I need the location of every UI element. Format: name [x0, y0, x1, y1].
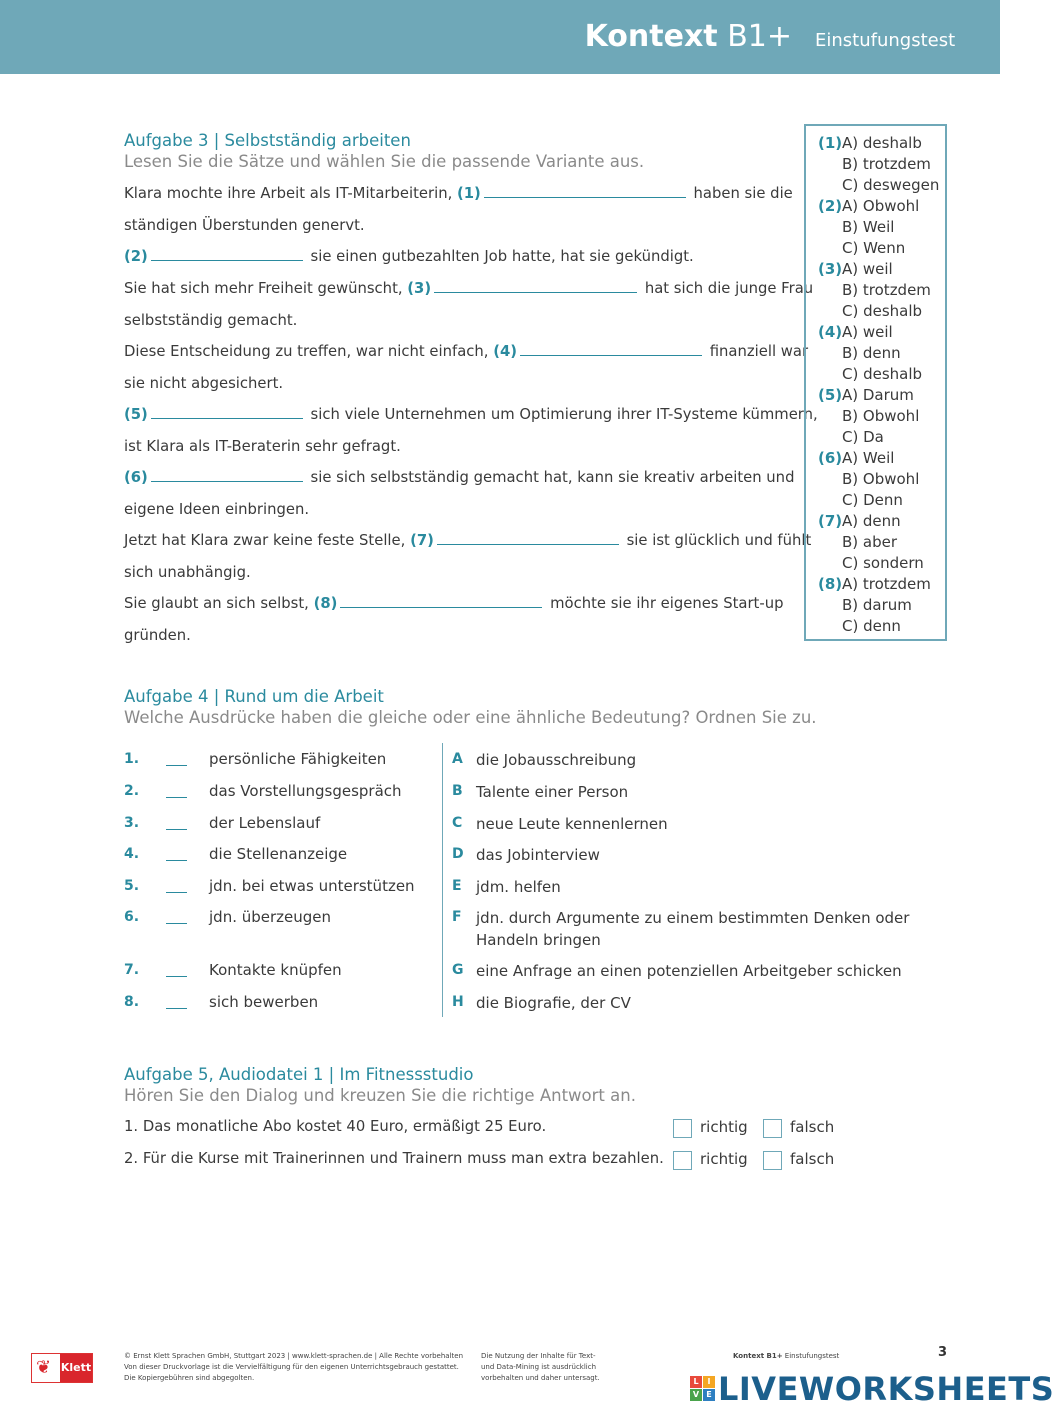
match-number: 2.	[124, 783, 140, 799]
answer-blank[interactable]	[166, 783, 187, 798]
option-label: C) Wenn	[842, 239, 906, 257]
answer-blank[interactable]	[166, 815, 187, 830]
match-divider	[442, 743, 443, 1017]
richtig-checkbox[interactable]	[673, 1151, 692, 1170]
gap-blank[interactable]	[434, 279, 637, 293]
text-segment: finanziell war	[705, 343, 809, 360]
tdm-notice	[481, 1351, 600, 1384]
option-label: C) denn	[842, 617, 901, 635]
richtig-checkbox[interactable]	[673, 1119, 692, 1138]
liveworksheets-grid-icon	[690, 1376, 716, 1402]
gap-number: (8)	[313, 595, 338, 612]
text-line	[124, 626, 191, 646]
match-definition	[476, 960, 902, 982]
klett-logo	[31, 1353, 93, 1383]
option-label: A) weil	[842, 323, 893, 341]
lw-letter: I	[703, 1376, 715, 1388]
header-subtitle: Einstufungstest	[815, 30, 956, 51]
option-label: C) deshalb	[842, 302, 923, 320]
text-line	[124, 184, 793, 204]
match-term: jdn. bei etwas unterstützen	[209, 877, 415, 895]
option-label: B) Obwohl	[842, 407, 920, 425]
falsch-checkbox[interactable]	[763, 1151, 782, 1170]
option-label: A) deshalb	[842, 134, 922, 152]
option-label: C) deshalb	[842, 365, 923, 383]
match-letter: H	[452, 994, 464, 1010]
option-label: A) Darum	[842, 386, 914, 404]
match-letter: C	[452, 815, 463, 831]
falsch-label: falsch	[790, 1118, 835, 1136]
definition-line: Talente einer Person	[476, 783, 629, 801]
match-number: 6.	[124, 909, 140, 925]
copyright-line: Von dieser Druckvorlage ist die Vervielfältigung für den eigenen Unterrichtsgebrauch gestattet.	[124, 1363, 459, 1371]
match-term: jdn. überzeugen	[209, 908, 332, 926]
lw-letter: V	[690, 1389, 702, 1401]
falsch-label: falsch	[790, 1150, 835, 1168]
option-number: (1)	[818, 134, 843, 152]
option-label: B) denn	[842, 344, 901, 362]
options-box	[804, 124, 947, 641]
match-term: persönliche Fähigkeiten	[209, 750, 387, 768]
text-segment: gründen.	[124, 627, 191, 644]
gap-blank[interactable]	[484, 184, 686, 198]
footer-brand-name: Kontext B1+	[733, 1352, 783, 1360]
text-segment: ist Klara als IT-Beraterin sehr gefragt.	[124, 438, 401, 455]
match-letter: D	[452, 846, 464, 862]
text-line	[124, 500, 309, 520]
gap-number: (7)	[410, 532, 434, 549]
gap-number: (3)	[407, 280, 432, 297]
richtig-label: richtig	[700, 1150, 748, 1168]
statement: 1. Das monatliche Abo kostet 40 Euro, ermäßigt 25 Euro.	[124, 1118, 547, 1135]
text-line	[124, 374, 283, 394]
text-segment: Sie glaubt an sich selbst,	[124, 595, 314, 612]
match-number: 1.	[124, 751, 140, 767]
text-segment: ständigen Überstunden genervt.	[124, 217, 365, 234]
liveworksheets-text: LIVEWORKSHEETS	[718, 1370, 1054, 1408]
statement: 2. Für die Kurse mit Trainerinnen und Trainern muss man extra bezahlen.	[124, 1150, 664, 1167]
text-segment: sich unabhängig.	[124, 564, 251, 581]
copyright-line: © Ernst Klett Sprachen GmbH, Stuttgart 2023 | www.klett-sprachen.de | Alle Rechte vorbehalten	[124, 1352, 464, 1360]
gap-number: (6)	[124, 469, 148, 486]
footer-brand	[733, 1351, 839, 1362]
match-definition	[476, 749, 636, 771]
option-label: A) Weil	[842, 449, 895, 467]
match-term: die Stellenanzeige	[209, 845, 348, 863]
lw-letter: E	[703, 1389, 715, 1401]
option-number: (8)	[818, 575, 843, 593]
match-letter: A	[452, 751, 463, 767]
option-number: (5)	[818, 386, 843, 404]
match-term: das Vorstellungsgespräch	[209, 782, 402, 800]
text-line	[124, 342, 808, 362]
task5-instruction: Hören Sie den Dialog und kreuzen Sie die richtige Antwort an.	[124, 1086, 636, 1105]
option-number: (2)	[818, 197, 843, 215]
text-line	[124, 216, 365, 236]
lw-letter: L	[690, 1376, 702, 1388]
brand-level: B1+	[727, 19, 792, 54]
match-letter: E	[452, 878, 462, 894]
text-segment: sie sich selbstständig gemacht hat, kann sie kreativ arbeiten und	[305, 469, 795, 486]
match-term: Kontakte knüpfen	[209, 961, 342, 979]
match-definition	[476, 992, 631, 1014]
definition-line: eine Anfrage an einen potenziellen Arbeitgeber schicken	[476, 962, 902, 980]
gap-blank[interactable]	[340, 594, 542, 608]
text-segment: haben sie die	[688, 185, 793, 202]
text-segment: möchte sie ihr eigenes Start-up	[545, 595, 784, 612]
option-number: (3)	[818, 260, 843, 278]
text-line	[124, 468, 794, 488]
tdm-line: Die Nutzung der Inhalte für Text-	[481, 1352, 596, 1360]
text-line	[124, 531, 811, 551]
match-term: der Lebenslauf	[209, 814, 321, 832]
definition-line: Handeln bringen	[476, 931, 601, 949]
match-letter: F	[452, 909, 462, 925]
option-label: B) trotzdem	[842, 155, 931, 173]
gap-number: (5)	[124, 406, 148, 423]
text-segment: sie einen gutbezahlten Job hatte, hat sie gekündigt.	[305, 248, 694, 265]
option-label: C) deswegen	[842, 176, 940, 194]
match-number: 7.	[124, 962, 140, 978]
gap-number: (2)	[124, 248, 148, 265]
text-segment: hat sich die junge Frau	[640, 280, 814, 297]
option-label: A) denn	[842, 512, 901, 530]
option-number: (6)	[818, 449, 843, 467]
brand-name: Kontext	[584, 19, 718, 54]
match-number: 8.	[124, 994, 140, 1010]
tdm-line: vorbehalten und daher untersagt.	[481, 1374, 600, 1382]
text-line	[124, 594, 783, 614]
match-definition	[476, 813, 668, 835]
task5-title: Aufgabe 5, Audiodatei 1 | Im Fitnessstudio	[124, 1065, 474, 1084]
match-definition	[476, 876, 561, 898]
answer-blank[interactable]	[166, 878, 187, 893]
option-label: B) trotzdem	[842, 281, 931, 299]
match-definition	[476, 781, 628, 803]
text-segment: sich viele Unternehmen um Optimierung ihrer IT-Systeme kümmern,	[305, 406, 818, 423]
copyright-line: Die Kopiergebühren sind abgegolten.	[124, 1374, 255, 1382]
match-letter: G	[452, 962, 464, 978]
definition-line: die Jobausschreibung	[476, 751, 637, 769]
definition-line: jdn. durch Argumente zu einem bestimmten Denken oder	[476, 909, 910, 927]
answer-blank[interactable]	[166, 994, 187, 1009]
match-definition	[476, 907, 909, 951]
footer-brand-sub: Einstufungstest	[784, 1352, 840, 1360]
text-line	[124, 563, 251, 583]
gap-blank[interactable]	[437, 531, 619, 545]
klett-logo-text: Klett	[60, 1354, 92, 1382]
tdm-line: und Data-Mining ist ausdrücklich	[481, 1363, 597, 1371]
text-segment: Jetzt hat Klara zwar keine feste Stelle,	[124, 532, 411, 549]
text-segment: selbstständig gemacht.	[124, 312, 298, 329]
option-label: A) Obwohl	[842, 197, 920, 215]
option-label: B) aber	[842, 533, 898, 551]
copyright-notice	[124, 1351, 463, 1384]
option-label: B) Obwohl	[842, 470, 920, 488]
text-line	[124, 405, 818, 425]
page-number: 3	[938, 1345, 948, 1360]
option-number: (4)	[818, 323, 843, 341]
gap-blank[interactable]	[151, 247, 303, 261]
option-label: C) Denn	[842, 491, 903, 509]
option-label: C) Da	[842, 428, 884, 446]
text-line	[124, 437, 401, 457]
text-segment: Diese Entscheidung zu treffen, war nicht einfach,	[124, 343, 494, 360]
klett-leaf-icon: ❦	[36, 1357, 52, 1378]
text-segment: sie nicht abgesichert.	[124, 375, 284, 392]
answer-blank[interactable]	[166, 962, 187, 977]
option-label: B) Weil	[842, 218, 895, 236]
answer-blank[interactable]	[166, 909, 187, 924]
gap-blank[interactable]	[520, 342, 702, 356]
option-label: C) sondern	[842, 554, 924, 572]
definition-line: das Jobinterview	[476, 846, 600, 864]
falsch-checkbox[interactable]	[763, 1119, 782, 1138]
text-line	[124, 247, 694, 267]
text-segment: sie ist glücklich und fühlt	[621, 532, 812, 549]
gap-number: (4)	[493, 343, 518, 360]
definition-line: jdm. helfen	[476, 878, 561, 896]
answer-blank[interactable]	[166, 751, 187, 766]
richtig-label: richtig	[700, 1118, 748, 1136]
gap-blank[interactable]	[151, 468, 303, 482]
match-definition	[476, 844, 600, 866]
answer-blank[interactable]	[166, 846, 187, 861]
task4-title: Aufgabe 4 | Rund um die Arbeit	[124, 687, 384, 706]
text-segment: Sie hat sich mehr Freiheit gewünscht,	[124, 280, 408, 297]
option-label: A) weil	[842, 260, 893, 278]
text-line	[124, 279, 813, 299]
match-letter: B	[452, 783, 463, 799]
task3-instruction: Lesen Sie die Sätze und wählen Sie die passende Variante aus.	[124, 152, 645, 171]
text-segment: Klara mochte ihre Arbeit als IT-Mitarbeiterin,	[124, 185, 457, 202]
text-line	[124, 311, 297, 331]
brand-title	[585, 19, 792, 55]
gap-number: (1)	[457, 185, 481, 202]
text-segment: eigene Ideen einbringen.	[124, 501, 310, 518]
match-term: sich bewerben	[209, 993, 319, 1011]
option-number: (7)	[818, 512, 843, 530]
task3-title: Aufgabe 3 | Selbstständig arbeiten	[124, 131, 411, 150]
option-label: A) trotzdem	[842, 575, 931, 593]
gap-blank[interactable]	[151, 405, 303, 419]
definition-line: neue Leute kennenlernen	[476, 815, 668, 833]
match-number: 3.	[124, 815, 140, 831]
page-header	[0, 0, 1000, 74]
option-label: B) darum	[842, 596, 912, 614]
match-number: 4.	[124, 846, 140, 862]
definition-line: die Biografie, der CV	[476, 994, 631, 1012]
match-number: 5.	[124, 878, 140, 894]
task4-instruction: Welche Ausdrücke haben die gleiche oder eine ähnliche Bedeutung? Ordnen Sie zu.	[124, 708, 817, 727]
